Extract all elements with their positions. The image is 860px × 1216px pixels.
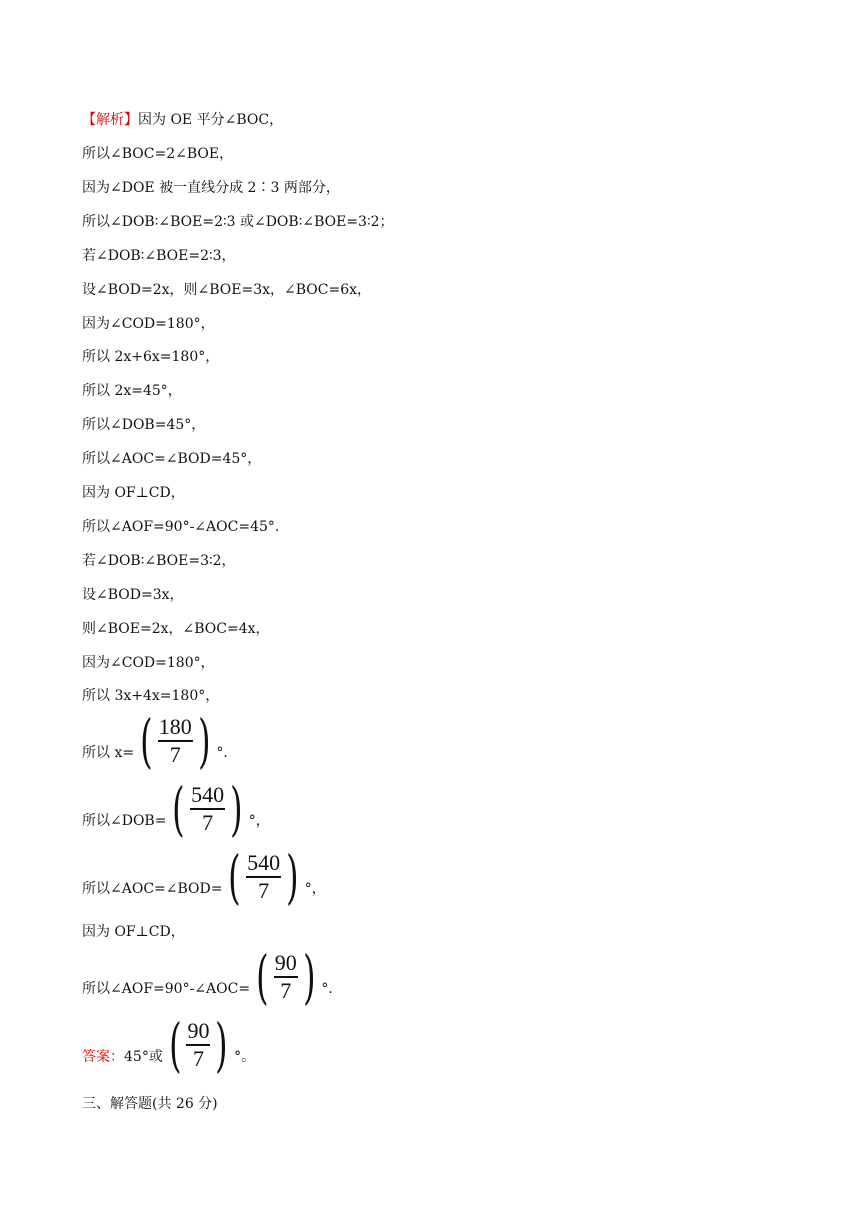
analysis-line-7: 因为∠COD=180°， <box>82 316 215 332</box>
left-paren: ( <box>172 775 185 843</box>
analysis-line-10: 所以∠DOB=45°， <box>82 417 206 433</box>
line-suffix: °， <box>248 813 270 829</box>
fraction-denominator: 7 <box>258 878 270 903</box>
fraction-denominator: 7 <box>169 742 181 767</box>
fraction-numerator: 540 <box>246 851 281 878</box>
analysis-line-12: 因为 OF⊥CD， <box>82 485 185 501</box>
fraction-numerator: 90 <box>186 1019 210 1046</box>
fraction-line-aoc <box>82 843 326 911</box>
left-paren: ( <box>228 843 242 911</box>
right-paren: ) <box>197 707 211 775</box>
line-suffix: °. <box>216 745 228 761</box>
analysis-line-3: 因为∠DOE 被一直线分成 2∶3 两部分， <box>82 180 340 196</box>
right-paren: ) <box>286 843 299 911</box>
fraction <box>223 843 303 911</box>
line-prefix: 所以∠AOF=90°-∠AOC= <box>82 981 251 997</box>
fraction-numerator: 540 <box>190 783 225 810</box>
analysis-line-15: 设∠BOD=3x， <box>82 587 184 603</box>
fraction-denominator: 7 <box>202 810 214 835</box>
fraction-denominator: 7 <box>280 978 292 1003</box>
fraction-numerator: 90 <box>274 951 298 978</box>
fraction <box>251 943 320 1011</box>
analysis-line-6: 设∠BOD=2x，则∠BOE=3x，∠BOC=6x， <box>82 282 372 298</box>
answer-label: 答案： <box>82 1049 124 1065</box>
analysis-line-14: 若∠DOB∶∠BOE=3∶2， <box>82 553 236 569</box>
fraction-line-dob <box>82 775 270 843</box>
fraction-denominator: 7 <box>192 1046 204 1071</box>
analysis-line-8: 所以 2x+6x=180°， <box>82 349 220 365</box>
analysis-line-of-perp: 因为 OF⊥CD， <box>82 924 185 940</box>
section-heading: 三、解答题(共 26 分) <box>82 1096 218 1112</box>
answer-suffix: °。 <box>234 1049 256 1065</box>
analysis-line-5: 若∠DOB∶∠BOE=2∶3， <box>82 248 236 264</box>
left-paren: ( <box>168 1011 182 1079</box>
line-suffix: °. <box>321 981 333 997</box>
line-suffix: °， <box>304 881 326 897</box>
analysis-line-11: 所以∠AOC=∠BOD=45°， <box>82 451 262 467</box>
answer-prefix: 45°或 <box>124 1049 163 1065</box>
answer-line <box>82 1011 256 1079</box>
left-paren: ( <box>256 943 269 1011</box>
analysis-line-13: 所以∠AOF=90°-∠AOC=45°. <box>82 519 280 535</box>
analysis-line-9: 所以 2x=45°， <box>82 383 182 399</box>
fraction <box>164 1011 233 1079</box>
text: 因为 OE 平分∠BOC， <box>138 112 284 128</box>
right-paren: ) <box>302 943 316 1011</box>
fraction <box>135 707 215 775</box>
line-prefix: 所以 x= <box>82 745 135 761</box>
right-paren: ) <box>215 1011 229 1079</box>
analysis-line-18: 所以 3x+4x=180°， <box>82 688 220 704</box>
analysis-line-4: 所以∠DOB∶∠BOE=2∶3 或∠DOB∶∠BOE=3∶2； <box>82 214 394 230</box>
analysis-line-2: 所以∠BOC=2∠BOE， <box>82 146 234 162</box>
fraction-line-aof <box>82 943 333 1011</box>
line-prefix: 所以∠AOC=∠BOD= <box>82 881 223 897</box>
analysis-line-1 <box>82 110 283 130</box>
fraction-numerator: 180 <box>158 715 193 742</box>
line-prefix: 所以∠DOB= <box>82 813 167 829</box>
analysis-tag: 【解析】 <box>82 112 138 128</box>
fraction <box>167 775 247 843</box>
fraction-line-x <box>82 707 228 775</box>
analysis-line-16: 则∠BOE=2x，∠BOC=4x， <box>82 621 270 637</box>
right-paren: ) <box>230 775 243 843</box>
left-paren: ( <box>140 707 153 775</box>
analysis-line-17: 因为∠COD=180°， <box>82 655 215 671</box>
